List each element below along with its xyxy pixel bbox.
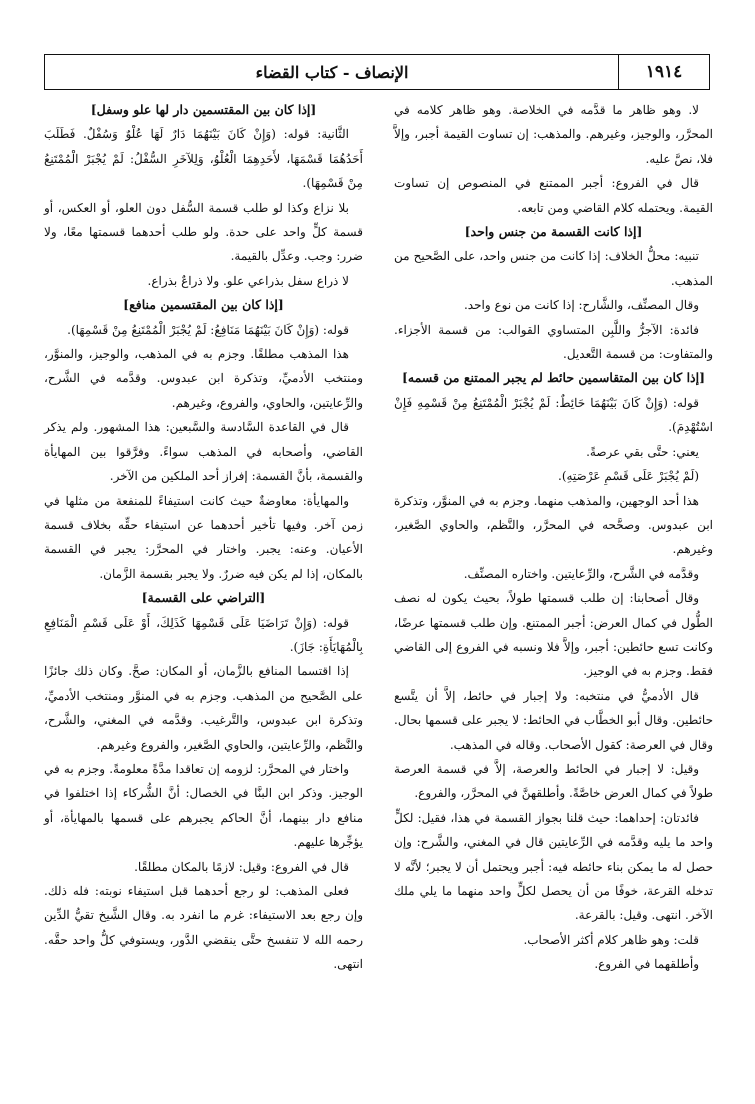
paragraph: لا. وهو ظاهر ما قدَّمه في الخلاصة. وهو ظاهر كلامه في المحرَّر، والوجيز، وغيرهم. والمذهب: إن تساوت القيمة أجبر، وإلاَّ فلا، نصَّ عليه. [394,103,713,166]
paragraph: قال في الفروع: أجبر الممتنع في المنصوص إن تساوت القيمة. ويحتمله كلام القاضي ومن تابعه. [394,176,713,215]
paragraph: واختار في المحرَّر: لزومه إن تعاقدا مدَّةً معلومةً. وجزم به في الوجيز. وذكر ابن البنَّا في الخصال: أنَّ الشُّركاء إذا اختلفوا في منافع دار بينهما، أنَّ الحاكم يجبرهم على قسمها بالمهايأة، أو يؤجِّرها عليهم. [44,761,363,850]
section-heading: [إذا كان بين المتقاسمين حائط لم يجبر الممتنع من قسمه] [401,370,706,386]
paragraph: قوله: (وَإِنْ تَرَاضَيَا عَلَى قَسْمِهَا كَذَلِكَ، أَوْ عَلَى قَسْمِ الْمَنَافِعِ بِالْمُهَايَأَةِ: جَازَ). [44,615,363,654]
paragraph: قلت: وهو ظاهر كلام أكثر الأصحاب. [523,932,699,947]
paragraph: وأطلقهما في الفروع. [594,957,699,972]
section-heading: [إذا كانت القسمة من جنس واحد] [464,224,643,240]
paragraph: قال في الفروع: وقيل: لازمًا بالمكان مطلقًا. [134,859,349,874]
paragraph: قال في القاعدة السَّادسة والسَّبعين: هذا المشهور. ولم يذكر القاضي، وأصحابه في المذهب سواءً. وفرَّقوا بين المهايأة والقسمة، بأنَّ القسمة: إفراز أحد الملكين من الآخر. [44,420,363,484]
paragraph: قال الأدميُّ في منتخبه: ولا إجبار في حائط، إلاَّ أن يتَّسع حائطين. وقال أبو الخطَّاب في الحائط: لا يجبر على قسمها بحال. وقال في العرصة: كقول الأصحاب. وقاله في المذهب. [394,688,713,752]
paragraph: وقيل: لا إجبار في الحائط والعرصة، إلاَّ في قسمة العرصة طولاً في كمال العرض خاصَّةً. وأطلقهنَّ في المحرَّر، والفروع. [394,761,713,801]
paragraph: وقال أصحابنا: إن طلب قسمتها طولاً، بحيث يكون له نصف الطُّول في كمال العرض: أجبر الممتنع. وإن طلب قسمتها عرضًا، وكانت تسع حائطين: أجبر، وإلاَّ فلا ونسبه في الفروع إلى القاضي فقط. وجزم به في الوجيز. [394,591,713,679]
paragraph: بلا نزاع وكذا لو طلب قسمة السُّفل دون العلو، أو العكس، أو قسمة كلٍّ واحد على حدة. ولو طلب أحدهما قسمتها معًا، ولا ضرر: وجب. وعدِّل بالقيمة. [44,200,363,264]
paragraph: هذا المذهب مطلقًا. وجزم به في المذهب، والوجيز، والمنوَّر، ومنتخب الأدميِّ، وتذكرة ابن عبدوس. وقدَّمه في الشَّرح، والرِّعايتين، والحاوي، والفروع، وغيرهم. [44,347,363,410]
paragraph: وقدَّمه في الشَّرح، والرِّعايتين. واختاره المصنِّف. [463,566,699,581]
paragraph: قوله: (وَإِنْ كَانَ بَيْنَهُمَا مَنَافِعُ: لَمْ يُجْبَرْ الْمُمْتَنِعُ مِنْ قَسْمِهَا). [67,322,349,337]
page-title: الإنصاف - كتاب القضاء [255,62,409,82]
page-number: ١٩١٤ [618,55,709,89]
paragraph: هذا أحد الوجهين، والمذهب منهما. وجزم به في المنوَّر، وتذكرة ابن عبدوس. وصحَّحه في المحرَّر، والنَّظم، والحاوي الصَّغير، وغيرهم. [394,493,713,557]
paragraph: لا ذراع سفل بذراعي علو. ولا ذراعٌ بذراع. [147,273,349,288]
section-heading: [إذا كان بين المقتسمين منافع] [123,297,284,313]
paragraph: وقال المصنِّف، والشَّارح: إذا كانت من نوع واحد. [463,298,699,313]
left-text-column [44,98,363,977]
paragraph: فعلى المذهب: لو رجع أحدهما قبل استيفاء نوبته: فله ذلك. وإن رجع بعد الاستيفاء: غرم ما انفرد به. وقال الشَّيخ تقيُّ الدِّين رحمه الله لا تنفسخ حتَّى ينقضي الدَّور، ويستوفي كلُّ واحد حقَّه. انتهى. [44,884,363,972]
paragraph: فائدة: الآجرُّ واللَّبِن المتساوي القوالب: من قسمة الأجزاء. والمتفاوت: من قسمة التَّعديل. [394,322,713,362]
paragraph: الثَّانية: قوله: (وَإِنْ كَانَ بَيْنَهُمَا دَارٌ لَهَا عُلْوٌ وَسُفْلٌ. فَطَلَبَ أَحَدُهُمَا قَسْمَهَا، لأَحَدِهِمَا الْعُلْوُ، وَلِلآخَرِ السُّفْلُ: لَمْ يُجْبَرْ الْمُمْتَنِعُ مِنْ قَسْمِهَا). [44,127,363,191]
right-text-column [394,98,713,977]
paragraph: (لَمْ يُجْبَرْ عَلَى قَسْمِ عَرْصَتِهِ). [558,469,699,484]
page-header [44,54,710,90]
paragraph: فائدتان: إحداهما: حيث قلنا بجواز القسمة في هذا، فقيل: لكلٍّ واحد ما يليه وقدَّمه في الرِّعايتين قال في المغني، والشَّرح: وإن حصل له ما يمكن بناء حائطه فيه: أجبر ويحتمل أن لا يجبر؛ لأنَّه لا تدخله القرعة، خوفًا من أن يحصل لكلٍّ واحد منهما ما يلي ملك الآخر. انتهى. وقيل: بالقرعة. [394,810,713,923]
paragraph: قوله: (وَإِنْ كَانَ بَيْنَهُمَا حَائِطٌ: لَمْ يُجْبَرْ الْمُمْتَنِعُ مِنْ قَسْمِهِ فَإِنْ اسْتُهْدِمَ). [394,395,713,435]
section-heading: [التراضي على القسمة] [141,590,266,606]
paragraph: إذا اقتسما المنافع بالزَّمان، أو المكان: صحَّ. وكان ذلك جائزًا على الصَّحيح من المذهب. وجزم به في المنوَّر ومنتخب الأدميِّ، وتذكرة ابن عبدوس، والتَّرغيب. وقدَّمه في المغني، والشَّرح، والنَّظم، والرِّعايتين، والحاوي الصَّغير، والفروع وغيرهم. [44,664,363,752]
paragraph: تنبيه: محلُّ الخلاف: إذا كانت من جنس واحد، على الصَّحيح من المذهب. [394,249,713,288]
section-heading: [إذا كان بين المقتسمين دار لها علو وسفل] [90,102,317,117]
paragraph: والمهايأة: معاوضةٌ حيث كانت استيفاءً للمنفعة من مثلها في زمن آخر. وفيها تأخير أحدهما عن استيفاء حقِّه بخلاف قسمة الأعيان. وعنه: يجبر. واختار في المحرَّر: يجبر في القسمة بالمكان، إذا لم يكن فيه ضررٌ. ولا يجبر بقسمة الزَّمان. [44,493,363,581]
paragraph: يعني: حتَّى بقي عرصةً. [586,444,699,459]
